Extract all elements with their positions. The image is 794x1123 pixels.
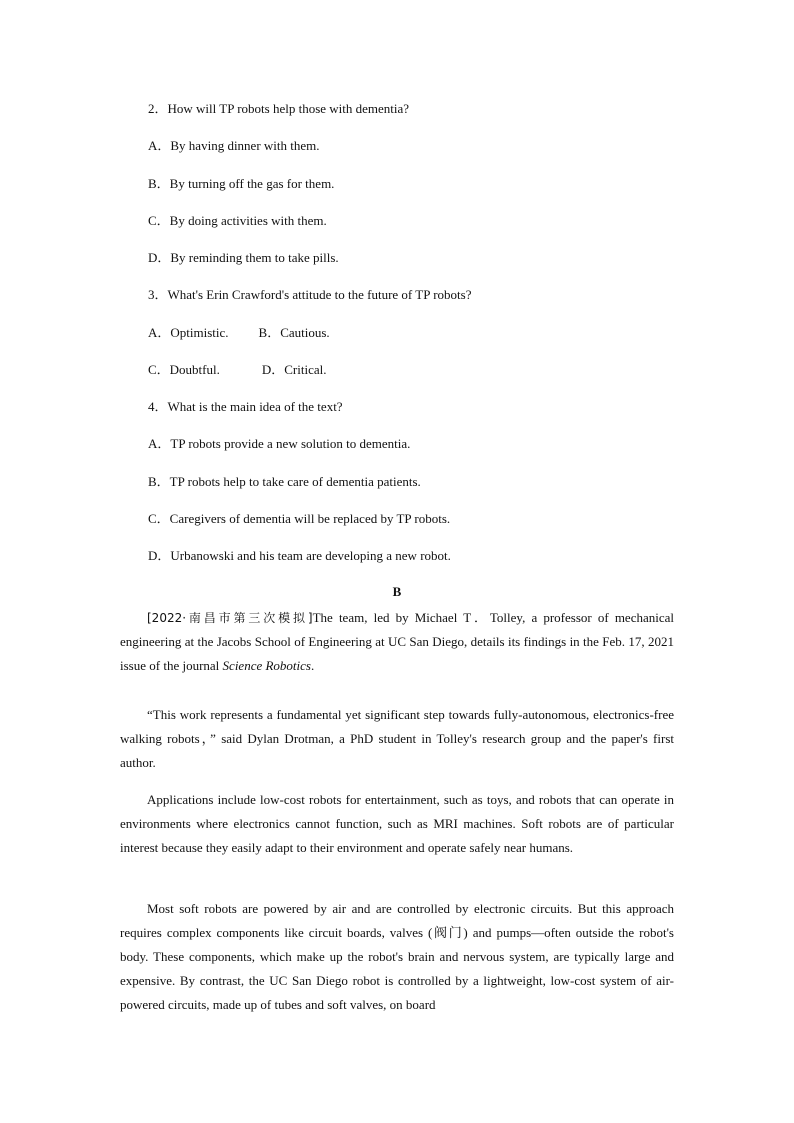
question-4-option-c: C．Caregivers of dementia will be replaced by TP robots.	[148, 511, 451, 526]
section-heading: B	[392, 584, 402, 599]
question-3-option-b: B．Cautious.	[258, 325, 330, 340]
passage-paragraph-4: Most soft robots are powered by air and are controlled by electronic circuits. But this approach requires complex components like circuit boards, valves (阀门) and pumps—often outside the robot's body. These components, which make up the robot's brain and nervous system, are typically large and expensive. By contrast, the UC San Diego robot is controlled by a lightweight, low-cost system of air-powered circuits, made up of tubes and soft valves, on board	[120, 901, 674, 1012]
question-3-options-row-1	[148, 325, 330, 341]
passage-paragraph-2: “This work represents a fundamental yet significant step towards fully-autonomous, electronics-free walking robots，” said Dylan Drotman, a PhD student in Tolley's research group and the paper's first author.	[120, 707, 674, 770]
question-3-option-a: A．Optimistic.	[148, 325, 229, 340]
question-2-option-b: B．By turning off the gas for them.	[148, 176, 335, 191]
question-4-option-a: A．TP robots provide a new solution to dementia.	[148, 436, 411, 451]
question-2-option-a: A．By having dinner with them.	[148, 138, 320, 153]
question-4-stem: 4．What is the main idea of the text?	[148, 399, 343, 414]
question-3-option-d: D．Critical.	[261, 362, 327, 377]
paragraph-1-text: The team, led by Michael T．Tolley, a professor of mechanical engineering at the Jacobs School of Engineering at UC San Diego, details its findings in the Feb. 17, 2021 issue of the journal	[120, 610, 674, 673]
question-4-option-d: D．Urbanowski and his team are developing a new robot.	[148, 548, 451, 563]
question-2-stem: 2．How will TP robots help those with dementia?	[148, 101, 410, 116]
source-tag: [2022·南昌市第三次模拟]	[147, 611, 313, 625]
question-4-option-b: B．TP robots help to take care of dementia patients.	[148, 474, 421, 489]
journal-name: Science Robotics	[222, 658, 311, 673]
question-3-options-row-2	[148, 362, 327, 378]
question-2-option-c: C．By doing activities with them.	[148, 213, 327, 228]
question-2-option-d: D．By reminding them to take pills.	[148, 250, 339, 265]
question-3-stem: 3．What's Erin Crawford's attitude to the future of TP robots?	[148, 287, 472, 302]
paragraph-1-end: .	[310, 658, 315, 673]
passage-paragraph-3: Applications include low-cost robots for entertainment, such as toys, and robots that can operate in environments where electronics cannot function, such as MRI machines. Soft robots are of particular interest because they easily adapt to their environment and operate safely near humans.	[120, 792, 674, 855]
passage-paragraph-1	[120, 606, 674, 678]
question-3-option-c: C．Doubtful.	[148, 362, 220, 377]
